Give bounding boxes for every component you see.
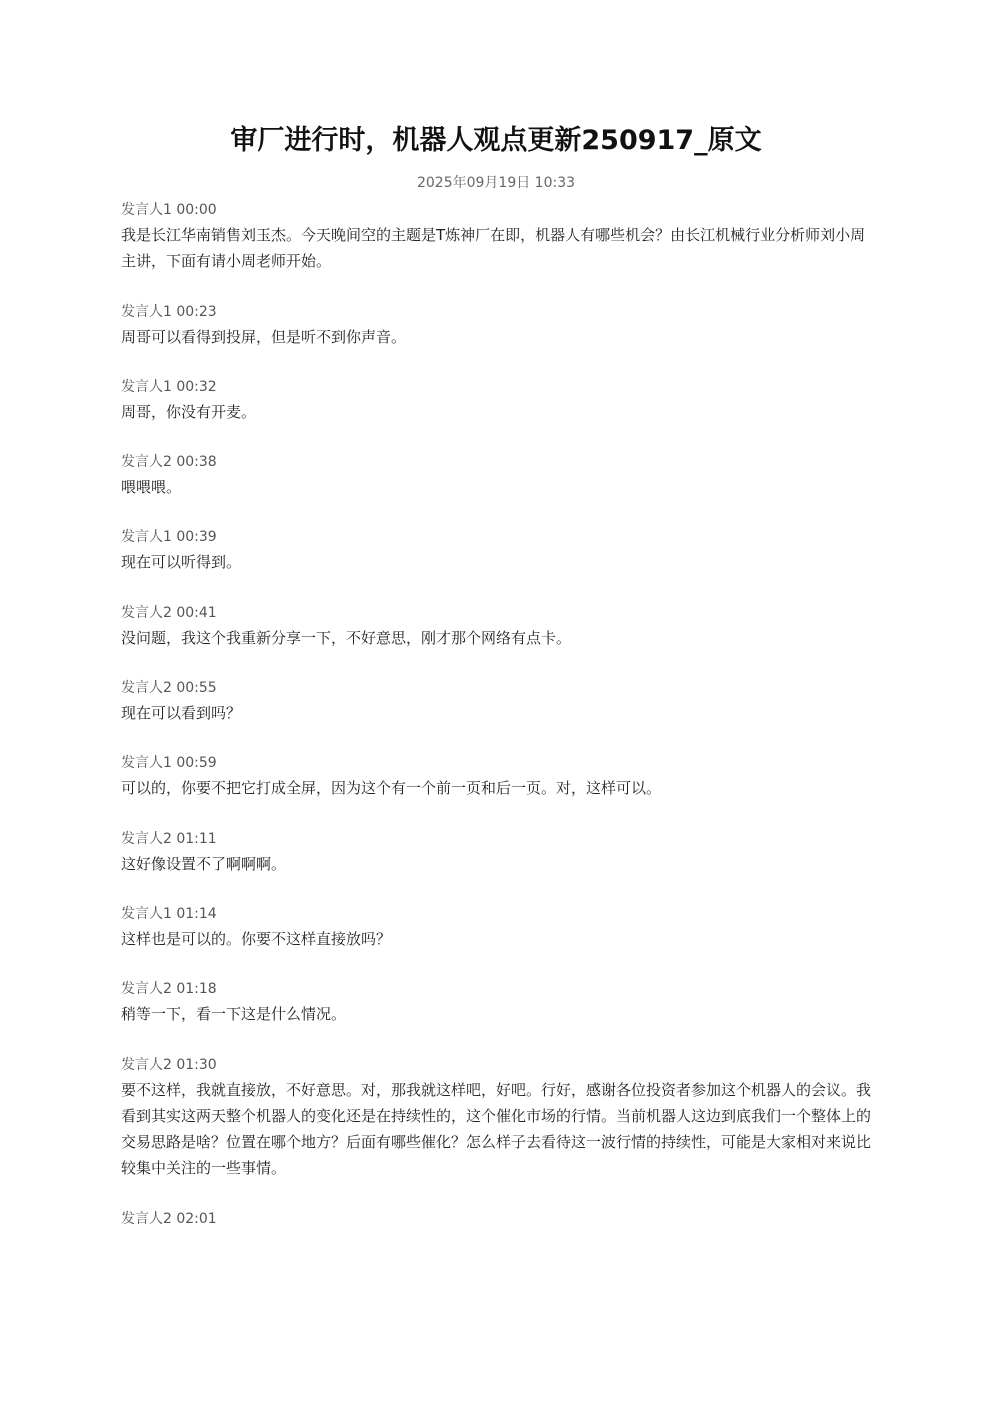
transcript-entry (121, 301, 873, 350)
entry-text: 没问题，我这个我重新分享一下，不好意思，刚才那个网络有点卡。 (121, 628, 572, 647)
entry-text: 现在可以看到吗？ (121, 704, 242, 723)
speaker-timestamp: 发言人1 00:39 (121, 529, 217, 546)
speaker-timestamp: 发言人1 00:59 (121, 755, 217, 772)
speaker-timestamp: 发言人1 00:23 (121, 303, 217, 320)
entry-text: 稍等一下，看一下这是什么情况。 (121, 1005, 347, 1024)
document-date: 2025年09月19日 10:33 (416, 175, 576, 191)
transcript-entry (121, 1208, 873, 1230)
entry-text: 这好像设置不了啊啊啊。 (121, 854, 287, 873)
speaker-timestamp: 发言人2 00:55 (121, 680, 217, 697)
transcript-entry (121, 677, 873, 726)
entry-text: 周哥，你没有开麦。 (121, 402, 257, 421)
speaker-timestamp: 发言人2 01:30 (121, 1056, 217, 1073)
speaker-timestamp: 发言人1 00:32 (121, 378, 217, 395)
speaker-timestamp: 发言人2 02:01 (121, 1210, 217, 1227)
speaker-timestamp: 发言人2 00:41 (121, 604, 217, 621)
transcript-entry (121, 376, 873, 425)
entry-text: 喂喂喂。 (121, 478, 182, 497)
entry-text: 可以的，你要不把它打成全屏，因为这个有一个前一页和后一页。对，这样可以。 (121, 779, 662, 798)
entry-text: 要不这样，我就直接放，不好意思。对，那我就这样吧，好吧。行好，感谢各位投资者参加这个机器人的会议。我看到其实这两天整个机器人的变化还是在持续性的，这个催化市场的行情。当前机器人这边到底我们一个整体上的交易思路是啥？位置在哪个地方？后面有哪些催化？怎么样子去看待这一波行情的持续性，可能是大家相对来说比较集中关注的一些事情。 (121, 1080, 872, 1178)
transcript-entry (121, 451, 873, 500)
transcript-entry (121, 828, 873, 877)
speaker-timestamp: 发言人1 01:14 (121, 905, 217, 922)
speaker-timestamp: 发言人2 01:18 (121, 981, 217, 998)
entry-text: 现在可以听得到。 (121, 553, 242, 572)
transcript-entry (121, 526, 873, 575)
entry-text: 这样也是可以的。你要不这样直接放吗？ (121, 929, 392, 948)
transcript-entry (121, 752, 873, 801)
transcript (121, 199, 873, 1256)
entry-text: 我是长江华南销售刘玉杰。今天晚间空的主题是T炼神厂在即，机器人有哪些机会？由长江机械行业分析师刘小周主讲，下面有请小周老师开始。 (121, 226, 866, 271)
transcript-entry (121, 903, 873, 952)
document-title: 审厂进行时，机器人观点更新250917_原文 (230, 125, 762, 156)
speaker-timestamp: 发言人2 00:38 (121, 454, 217, 471)
speaker-timestamp: 发言人1 00:00 (121, 202, 217, 218)
transcript-entry (121, 1054, 873, 1182)
transcript-entry (121, 978, 873, 1027)
transcript-entry (121, 199, 873, 275)
entry-text: 周哥可以看得到投屏，但是听不到你声音。 (121, 327, 407, 346)
transcript-entry (121, 602, 873, 651)
speaker-timestamp: 发言人2 01:11 (121, 830, 217, 847)
